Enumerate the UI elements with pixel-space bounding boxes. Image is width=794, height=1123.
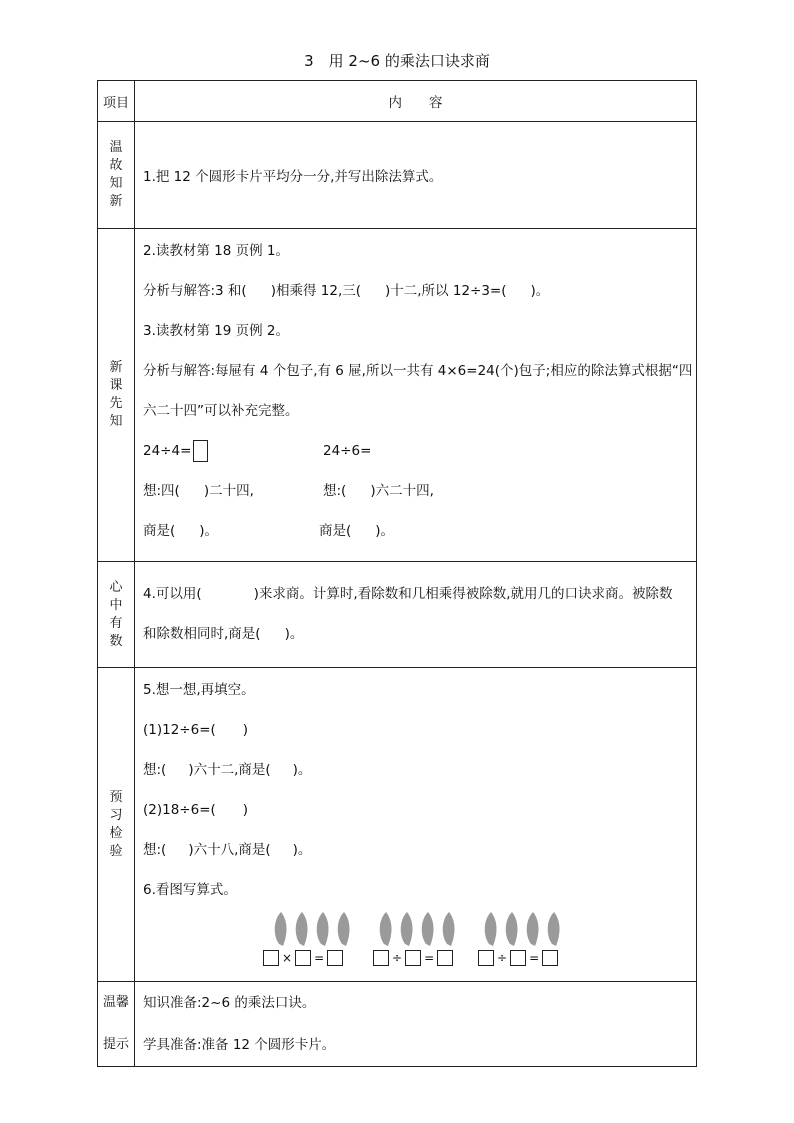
tip-knowledge: 知识准备:2~6 的乘法口诀。 [143,995,316,1011]
answer-box[interactable] [478,950,494,966]
answer-box[interactable] [295,950,311,966]
question-2-answer: 分析与解答:3 和( )相乘得 12,三( )十二,所以 12÷3=( )。 [143,283,550,299]
header-content: 内 容 [135,81,697,122]
question-5-2: (2)18÷6=( ) [143,802,249,818]
feather-group-1 [271,910,361,972]
question-3-answer-line2: 六二十四”可以补充完整。 [143,403,299,419]
answer-box [193,440,208,462]
question-4-line1: 4.可以用( )来求商。计算时,看除数和几相乘得被除数,就用几的口诀求商。被除数 [143,586,673,602]
answer-box[interactable] [542,950,558,966]
row-summary [98,562,697,668]
question-5-1-think: 想:( )六十二,商是( )。 [143,762,312,778]
label-tips: 温馨 提示 [98,982,135,1067]
equation-boxes-2: ÷ = [373,950,453,966]
row-check [98,668,697,982]
equation-boxes-3: ÷ = [478,950,558,966]
question-5: 5.想一想,再填空。 [143,682,255,698]
label-summary: 心中有数 [98,562,135,668]
row-review [98,122,697,229]
tip-tools: 学具准备:准备 12 个圆形卡片。 [143,1037,336,1053]
equation-boxes-1: × = [263,950,343,966]
question-1: 1.把 12 个圆形卡片平均分一分,并写出除法算式。 [143,169,443,185]
answer-box[interactable] [405,950,421,966]
label-check: 预习检验 [98,668,135,982]
content-review [135,122,697,229]
answer-box[interactable] [373,950,389,966]
feather-icon [481,910,571,948]
question-4-line2: 和除数相同时,商是( )。 [143,626,304,642]
header-project: 项目 [98,81,135,122]
think-row: 想:四( )二十四, 想:( )六二十四, [143,483,434,499]
feather-group-3 [481,910,571,972]
label-preview: 新课先知 [98,229,135,562]
header-row [98,81,697,122]
equations-row: 24÷4= 24÷6= [143,431,696,471]
label-review: 温故知新 [98,122,135,229]
quotient-row: 商是( )。 商是( )。 [143,523,395,539]
content-preview [135,229,697,562]
question-6: 6.看图写算式。 [143,882,237,898]
question-3-answer-line1: 分析与解答:每屉有 4 个包子,有 6 屉,所以一共有 4×6=24(个)包子;相应的除法算式根据“四 [143,363,693,379]
feather-group-2 [376,910,466,972]
page-title: 3 用 2~6 的乘法口诀求商 [304,52,490,70]
answer-box[interactable] [510,950,526,966]
content-check [135,668,697,982]
question-5-2-think: 想:( )六十八,商是( )。 [143,842,312,858]
content-tips [135,982,697,1067]
answer-box[interactable] [437,950,453,966]
question-5-1: (1)12÷6=( ) [143,722,249,738]
feather-picture [143,910,696,972]
lesson-table [97,80,697,1067]
row-tips [98,982,697,1067]
question-2: 2.读教材第 18 页例 1。 [143,243,290,259]
answer-box[interactable] [263,950,279,966]
feather-icon [271,910,361,948]
feather-icon [376,910,466,948]
answer-box[interactable] [327,950,343,966]
question-3: 3.读教材第 19 页例 2。 [143,323,290,339]
row-preview [98,229,697,562]
content-summary [135,562,697,668]
